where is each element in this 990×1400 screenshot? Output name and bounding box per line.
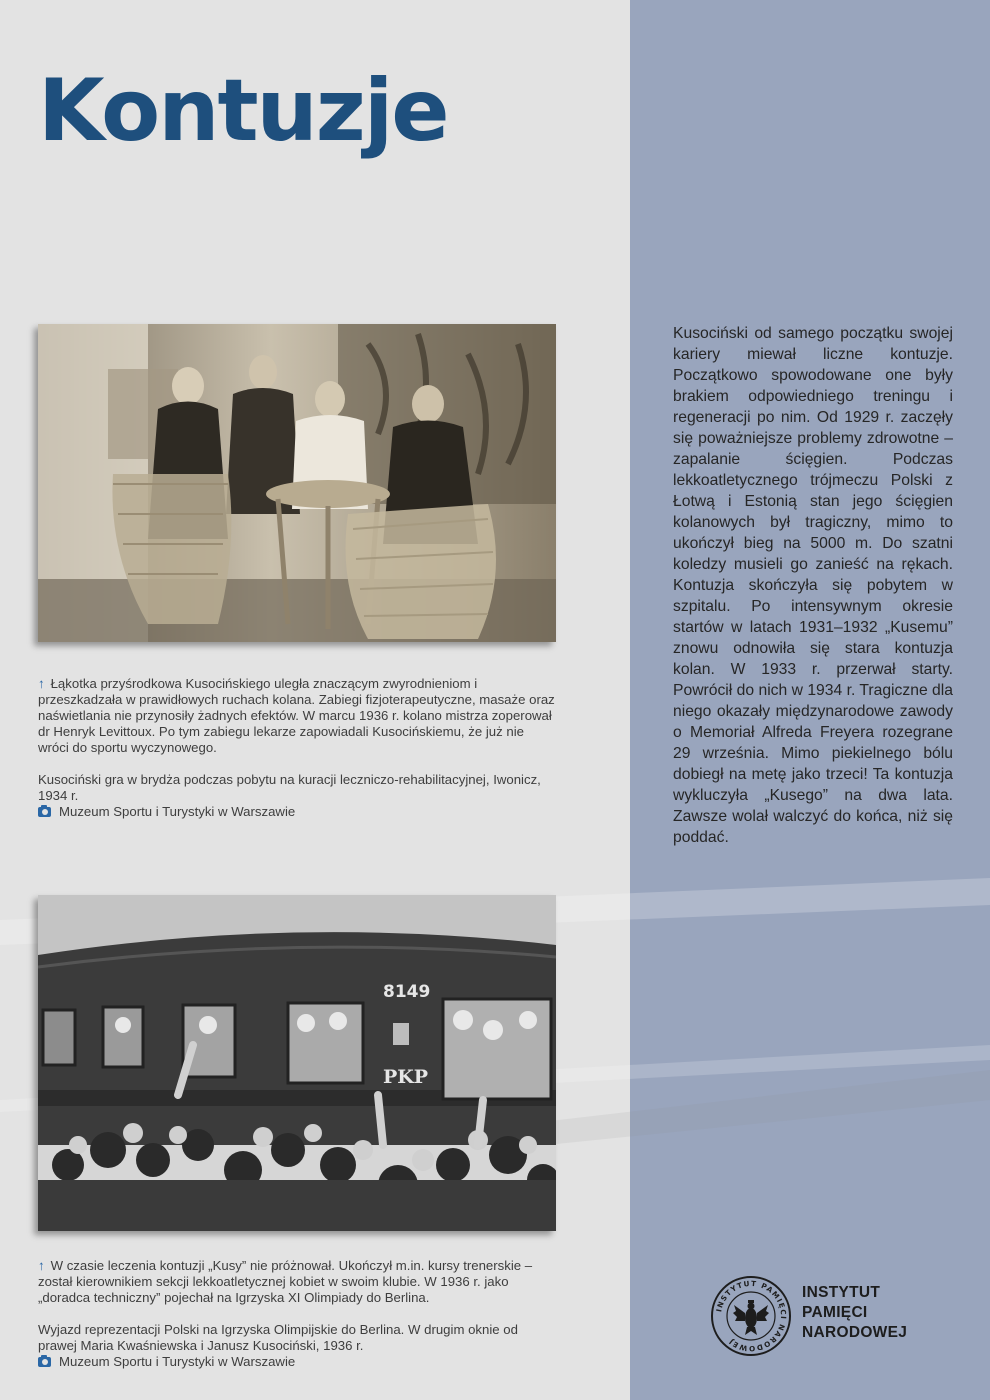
photo1-note: ↑ Łąkotka przyśrodkowa Kusocińskiego uległa znaczącym zwyrodnieniom i przeszkadzała w prawidłowych ruchach kolana. Zabiegi fizjoterapeutyczne, masaże oraz naświetlania nie przynosiły żadnych efektów. W marcu 1936 r. kolano mistrza zoperował dr Henryk Levittoux. Po tym zabiegu lekarze zapowiadali Kusocińskiemu, że już nie wróci do sportu wyczynowego. <box>38 676 555 755</box>
bridge-game-photo <box>38 324 556 642</box>
photo2-source: Muzeum Sportu i Turystyki w Warszawie <box>59 1354 296 1369</box>
camera-icon <box>38 1357 51 1367</box>
main-body-text: Kusociński od samego początku swojej kariery miewał liczne kontuzje. Początkowo spowodowane one były brakiem odpowiedniego treningu i regeneracji po nim. Od 1929 r. zaczęły się poważniejsze problemy zdrowotne – zapalanie ścięgien. Podczas lekkoatletycznego trójmeczu Polski z Łotwą i Estonią stan jego ścięgien kolanowych był tragiczny, mimo to ukończył bieg na 5000 m. Do szatni koledzy musieli go zanieść na rękach. Kontuzja skończyła się pobytem w szpitalu. Po intensywnym okresie startów w latach 1931–1932 „Kusemu” znowu odnowiła się stara kontuzja kolan. W 1933 r. przerwał starty. Powrócił do nich w 1934 r. Tragiczne dla niego okazały międzynarodowe zawody o Memoriał Alfreda Freyera rozegrane 29 września. Mimo piekielnego bólu dobiegł na metę jako trzeci! Ta kontuzja wykluczyła „Kusego” na dwa lata. Zawsze wolał walczyć do końca, niż się poddać. <box>673 325 953 846</box>
camera-icon <box>38 807 51 817</box>
svg-text:INSTYTUT PAMIĘCI NARODOWEJ: INSTYTUT PAMIĘCI NARODOWEJ <box>714 1278 789 1354</box>
arrow-up-icon: ↑ <box>38 676 45 691</box>
car-number: 8149 <box>383 982 431 1002</box>
arrow-up-icon: ↑ <box>38 1258 45 1273</box>
photo2-note: ↑ W czasie leczenia kontuzji „Kusy” nie próżnował. Ukończył m.in. kursy trenerskie – został kierownikiem sekcji lekkoatletycznej kobiet w swoim klubie. W 1936 r. jako „doradca techniczny” pojechał na Igrzyska XI Olimpiady do Berlina. <box>38 1258 533 1305</box>
ipn-seal-icon <box>710 1275 792 1357</box>
photo1-source: Muzeum Sportu i Turystyki w Warszawie <box>59 804 296 819</box>
ipn-logo <box>710 1275 960 1365</box>
train-departure-photo <box>38 895 556 1231</box>
photo1-caption-block <box>38 676 558 820</box>
car-mark: PKP <box>383 1066 429 1088</box>
page-title: Kontuzje <box>38 61 448 161</box>
photo1-caption: Kusociński gra w brydża podczas pobytu na kuracji leczniczo-rehabilitacyjnej, Iwonicz, 1934 r. Muzeum Sportu i Turystyki w Warszawie <box>38 772 541 819</box>
ipn-logo-text: INSTYTUT PAMIĘCI NARODOWEJ <box>802 1284 908 1341</box>
photo2-caption: Wyjazd reprezentacji Polski na Igrzyska Olimpijskie do Berlina. W drugim oknie od prawej Maria Kwaśniewska i Janusz Kusociński, 1936 r. Muzeum Sportu i Turystyki w Warszawie <box>38 1322 518 1369</box>
photo2-caption-block <box>38 1258 558 1370</box>
